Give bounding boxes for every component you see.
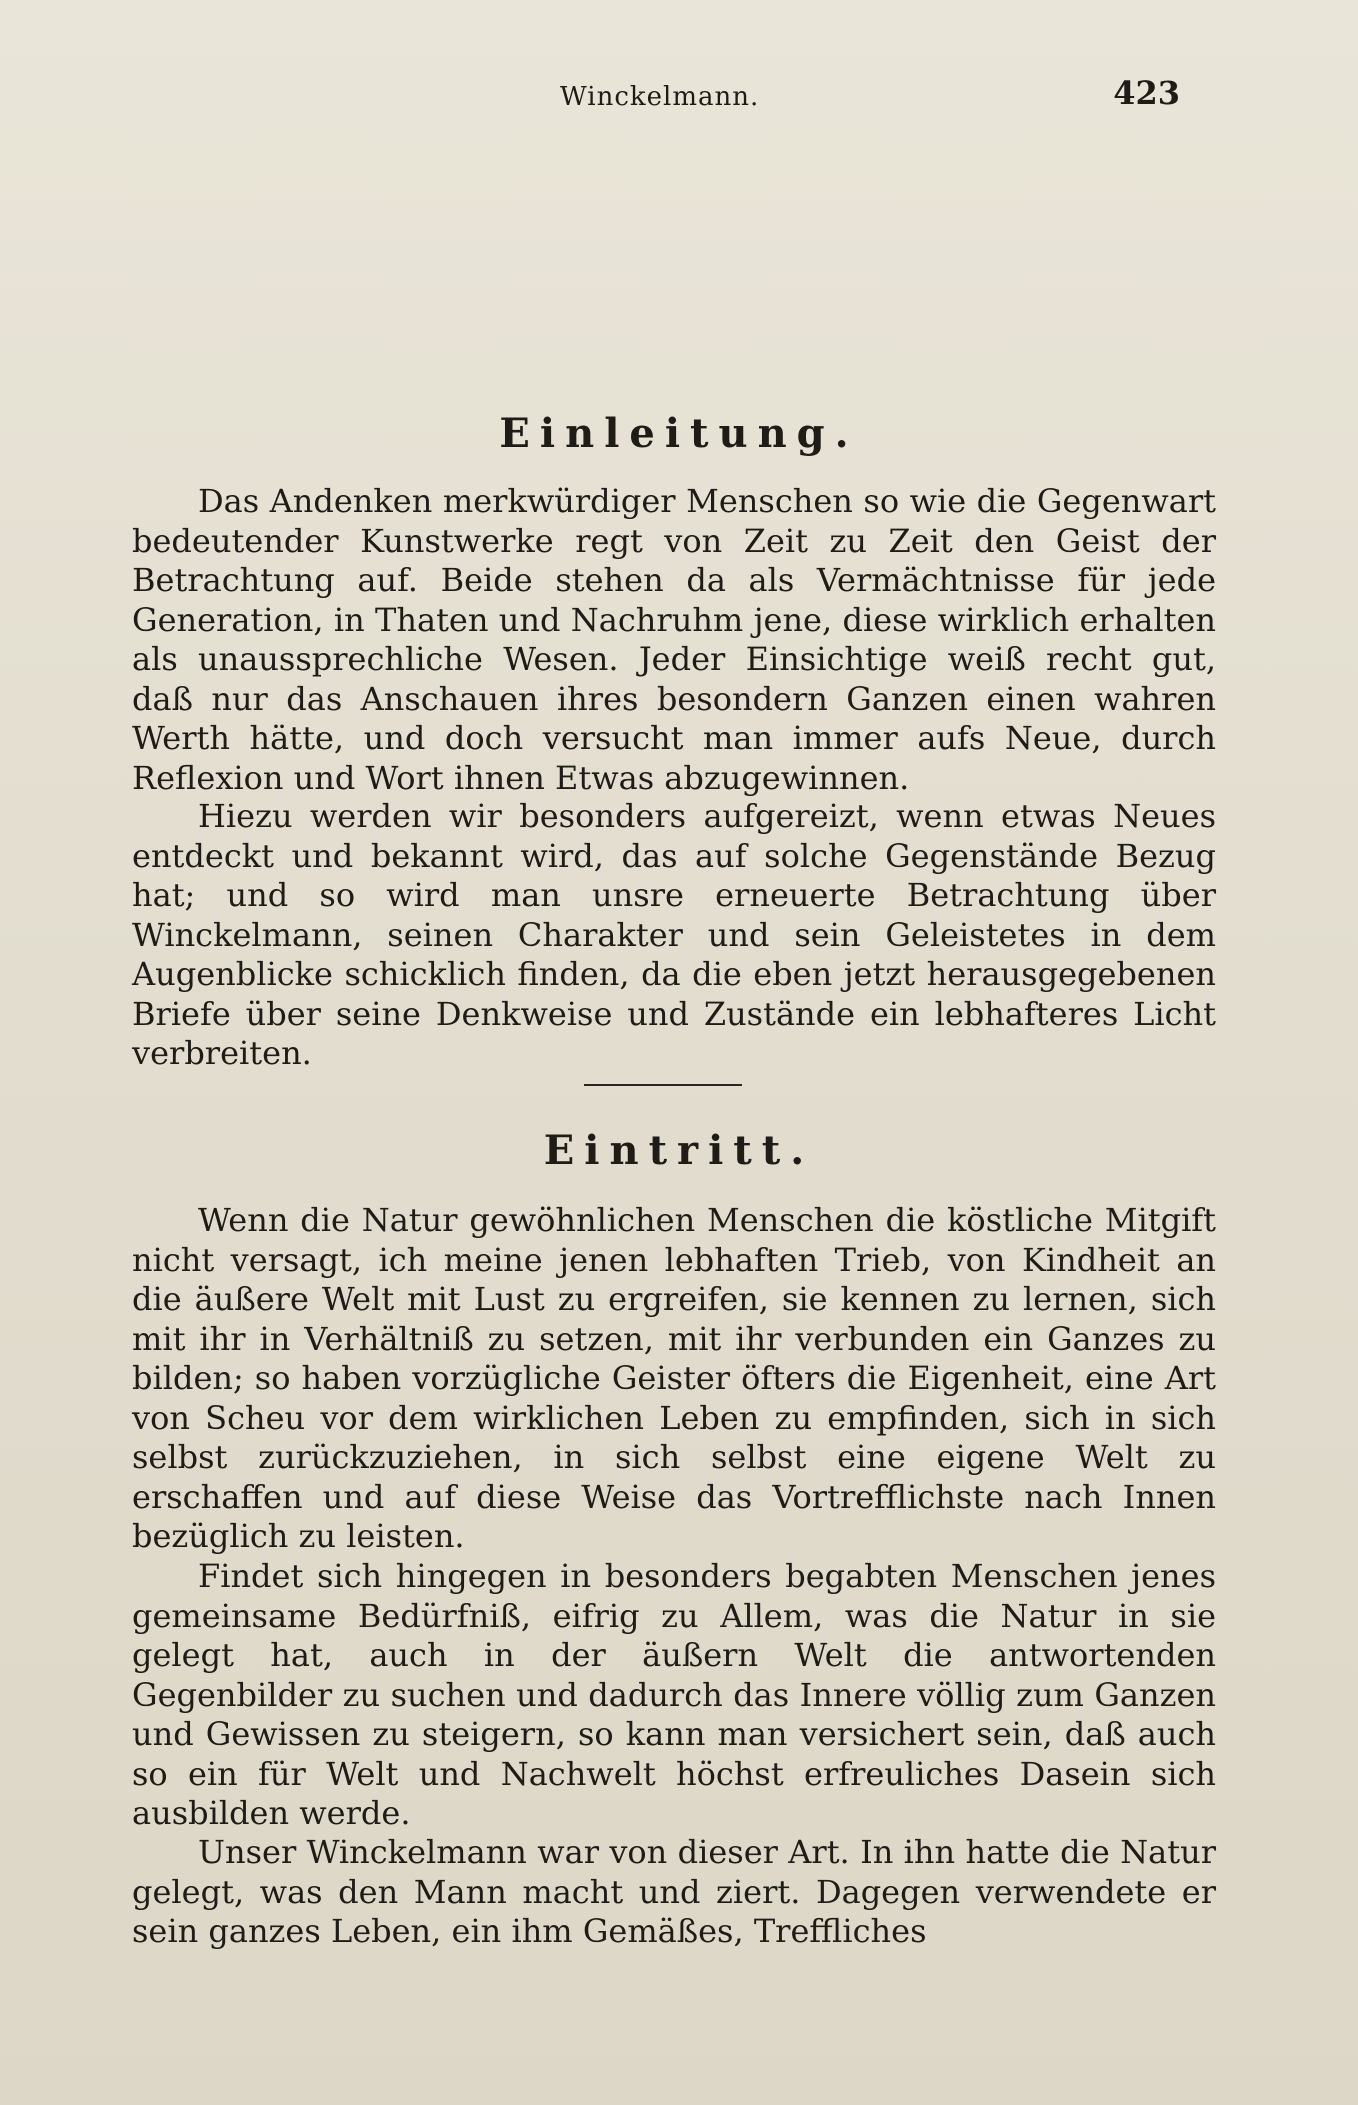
- paragraph-einleitung-1: Das Andenken merkwürdiger Menschen so wie die Gegenwart bedeutender Kunstwerke regt von Zeit zu Zeit den Geist der Betrachtung auf. Beide stehen da als Vermächtnisse für jede Generation, in Thaten und Nachruhm jene, diese wirklich erhalten als unaussprechliche Wesen. Jeder Einsichtige weiß recht gut, daß nur das Anschauen ihres besondern Ganzen einen wahren Werth hätte, und doch versucht man immer aufs Neue, durch Reflexion und Wort ihnen Etwas abzugewinnen.: [132, 482, 1216, 797]
- section-divider: [584, 1084, 742, 1086]
- page-number: 423: [1113, 74, 1180, 112]
- paragraph-eintritt-2: Findet sich hingegen in besonders begabten Menschen jenes gemeinsame Bedürfniß, eifrig zu Allem, was die Natur in sie gelegt hat, auch in der äußern Welt die antwortenden Gegenbilder zu suchen und dadurch das Innere völlig zum Ganzen und Gewissen zu steigern, so kann man versichert sein, daß auch so ein für Welt und Nachwelt höchst erfreuliches Dasein sich ausbilden werde.: [132, 1557, 1216, 1832]
- running-title: Winckelmann.: [560, 82, 760, 112]
- paragraph-eintritt-1: Wenn die Natur gewöhnlichen Menschen die köstliche Mitgift nicht versagt, ich meine jenen lebhaften Trieb, von Kindheit an die äußere Welt mit Lust zu ergreifen, sie kennen zu lernen, sich mit ihr in Verhältniß zu setzen, mit ihr verbunden ein Ganzes zu bilden; so haben vorzügliche Geister öfters die Eigenheit, eine Art von Scheu vor dem wirklichen Leben zu empfinden, sich in sich selbst zurückzuziehen, in sich selbst eine eigene Welt zu erschaffen und auf diese Weise das Vortrefflichste nach Innen bezüglich zu leisten.: [132, 1201, 1216, 1555]
- section-heading-eintritt: Eintritt.: [543, 1127, 815, 1174]
- section-heading-einleitung: Einleitung.: [499, 410, 859, 457]
- paragraph-eintritt-3: Unser Winckelmann war von dieser Art. In ihn hatte die Natur gelegt, was den Mann macht und ziert. Dagegen verwendete er sein ganzes Leben, ein ihm Gemäßes, Treffliches: [132, 1833, 1216, 1950]
- running-head: [0, 70, 1358, 120]
- paragraph-einleitung-2: Hiezu werden wir besonders aufgereizt, wenn etwas Neues entdeckt und bekannt wird, das auf solche Gegenstände Bezug hat; und so wird man unsre erneuerte Betrachtung über Winckelmann, seinen Charakter und sein Geleistetes in dem Augenblicke schicklich finden, da die eben jetzt herausgegebenen Briefe über seine Denkweise und Zustände ein lebhafteres Licht verbreiten.: [132, 797, 1216, 1072]
